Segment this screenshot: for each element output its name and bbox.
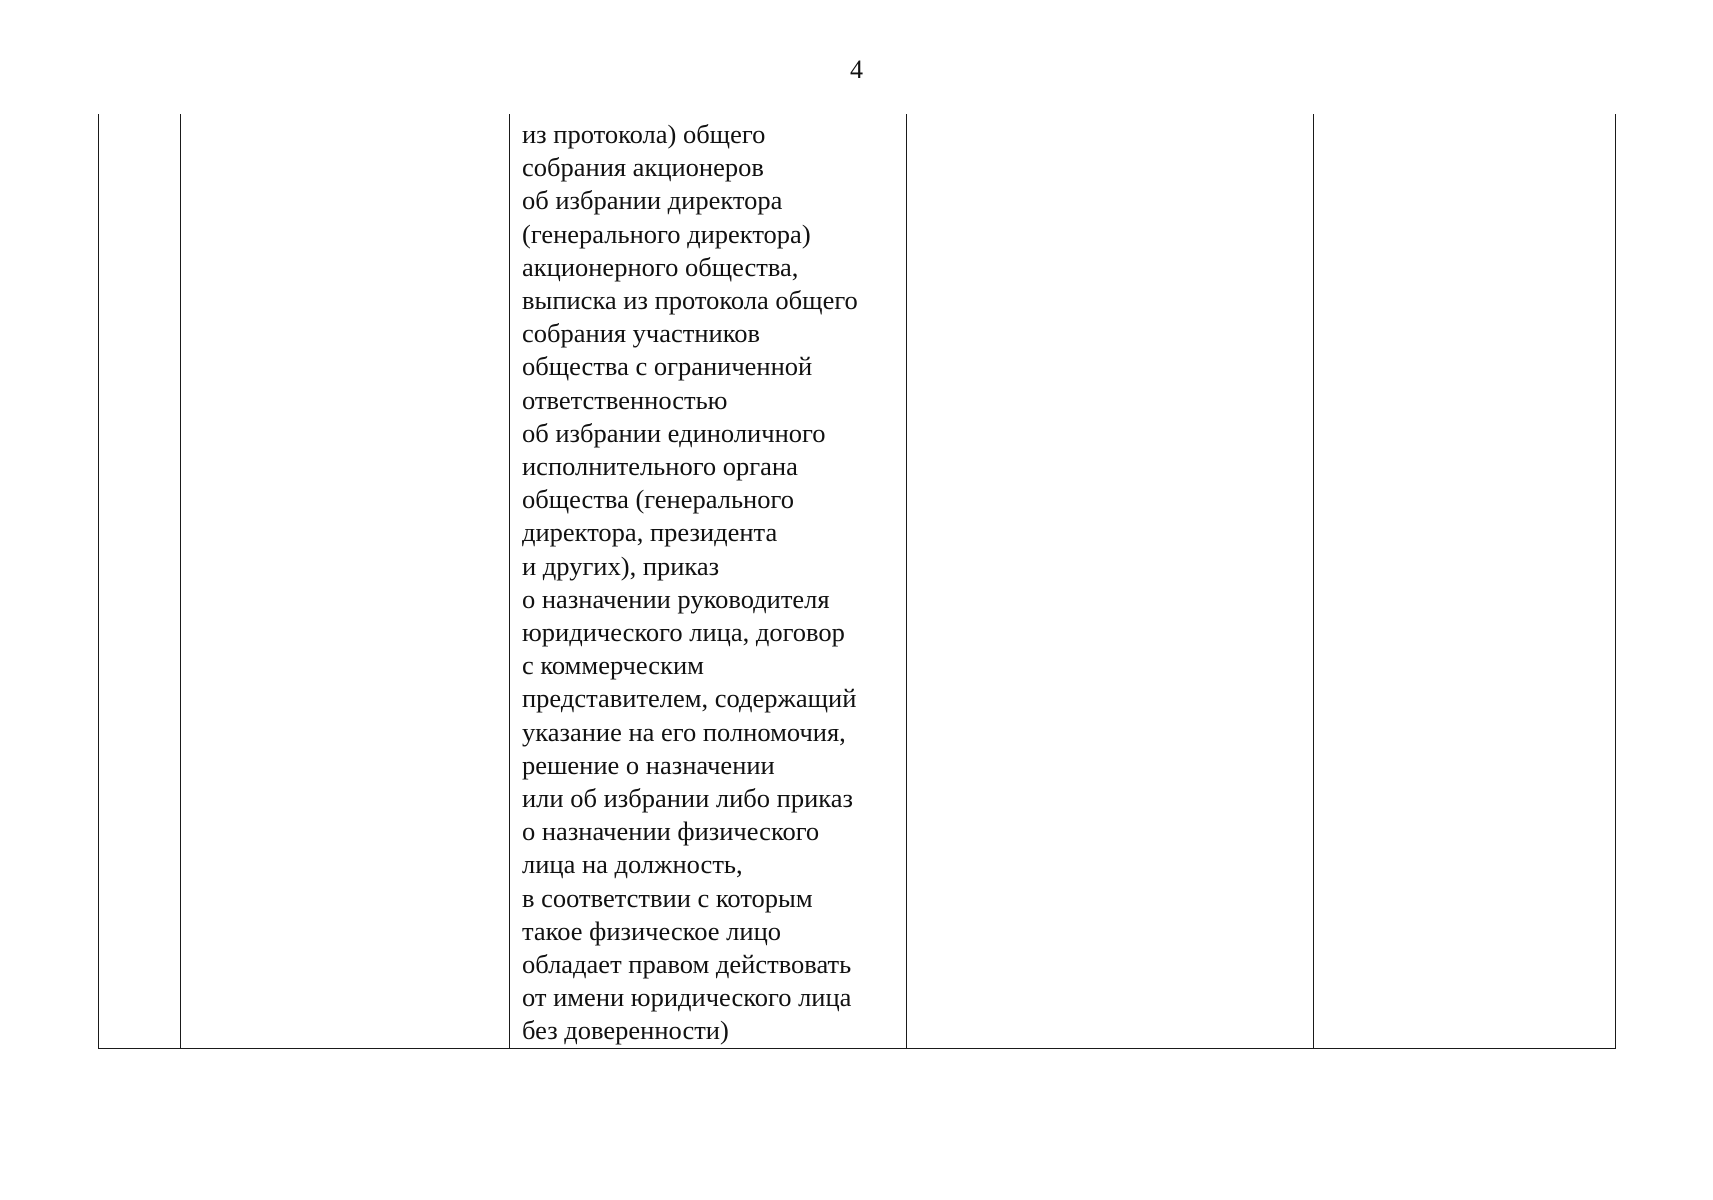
text-line: акционерного общества,	[522, 251, 799, 282]
text-line: такое физическое лицо	[522, 915, 781, 946]
text-line: о назначении руководителя	[522, 583, 830, 614]
text-line: общества (генерального	[522, 484, 794, 515]
document-table	[98, 114, 1616, 1049]
text-line: или об избрании либо приказ	[522, 783, 853, 814]
text-line: общества с ограниченной	[522, 351, 813, 382]
text-line: о назначении физического	[522, 816, 820, 847]
table-cell-text	[510, 114, 906, 1048]
text-line: юридического лица, договор	[522, 617, 845, 648]
text-line: с коммерческим	[522, 650, 704, 681]
table-cell-col1	[99, 114, 181, 1048]
table-cell-col3	[510, 114, 907, 1048]
text-line: собрания участников	[522, 318, 761, 349]
text-line: обладает правом действовать	[522, 949, 852, 980]
text-line: директора, президента	[522, 517, 778, 548]
table-cell-col2	[181, 114, 510, 1048]
text-line: лица на должность,	[522, 849, 743, 880]
text-line: от имени юридического лица	[522, 982, 852, 1013]
table-cell-col5	[1314, 114, 1616, 1048]
table-cell-col4	[907, 114, 1314, 1048]
text-line: решение о назначении	[522, 749, 775, 780]
text-line: и других), приказ	[522, 550, 720, 581]
text-line: представителем, содержащий	[522, 683, 857, 714]
text-line: из протокола) общего	[522, 119, 766, 149]
text-line: указание на его полномочия,	[522, 716, 846, 747]
page-number: 4	[850, 55, 863, 84]
text-line: исполнительного органа	[522, 451, 798, 482]
text-line: выписка из протокола общего	[522, 285, 858, 316]
text-line: об избрании директора	[522, 185, 783, 216]
table-row	[99, 114, 1616, 1048]
text-line: об избрании единоличного	[522, 417, 826, 448]
text-line: собрания акционеров	[522, 152, 764, 183]
text-line: в соответствии с которым	[522, 882, 813, 913]
text-line: ответственностью	[522, 384, 728, 415]
text-line: (генерального директора)	[522, 218, 811, 249]
text-line: без доверенности)	[522, 1015, 729, 1046]
